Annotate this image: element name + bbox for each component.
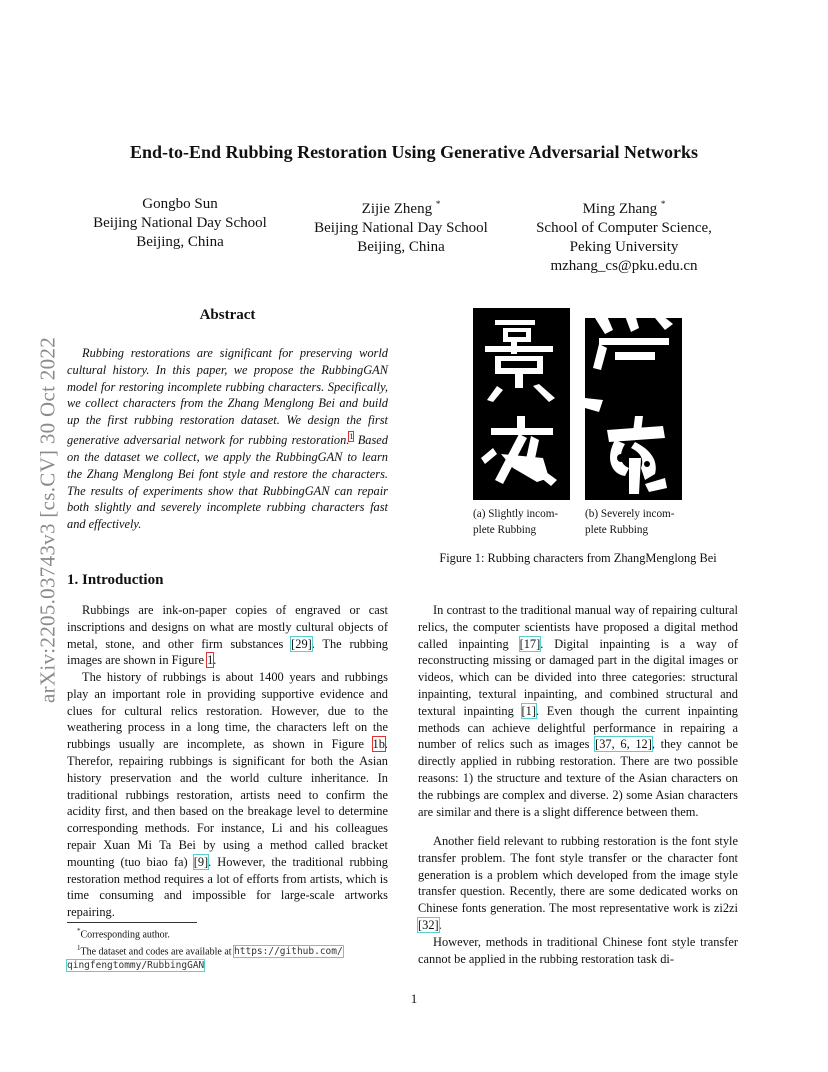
author-location: Beijing, China [136, 234, 224, 250]
section-heading-introduction: 1. Introduction [67, 572, 164, 588]
figure-1b-rubbing-image [585, 308, 682, 500]
figure-ref-link[interactable]: 1b [372, 737, 385, 752]
citation-link[interactable]: [37, 6, 12] [595, 737, 652, 752]
citation-link[interactable]: [9] [193, 854, 209, 869]
body-paragraph-continued: However, methods in traditional Chinese font style transfer cannot be applied in the rubbing restoration task di- [418, 935, 738, 966]
author-affiliation: Beijing National Day School [93, 215, 267, 231]
author-name: Gongbo Sun [142, 196, 218, 212]
author-name: Ming Zhang * [582, 199, 666, 217]
arxiv-identifier: arXiv:2205.03743v3 [cs.CV] 30 Oct 2022 [35, 336, 60, 704]
corresponding-mark: * [660, 199, 666, 209]
intro-paragraph-2: The history of rubbings is about 1400 years and rubbings play an important role in providing supportive evidence and clues for cultural relics restoration. However, due to the weathering process in a long time, the characters left on the rubbings usually are incomplete, as shown in Figure 1b. Therefor, repairing rubbings is significant for both the Asian history preservation and the world culture inheritance. In traditional rubbings restoration, artists need to confirm the acidity first, and then based on the breakage level to determine corresponding methods. For instance, Li and his colleagues repair Xuan Mi Ta Bei by using a method called bracket mounting (tuo biao fa) [9]. However, the traditional rubbing restoration method requires a lot of efforts from artists, which is time consuming and impossible for large-scale artworks repairing. [67, 670, 388, 920]
author-block-1 [85, 195, 275, 252]
page-number: 1 [410, 991, 418, 1006]
citation-link[interactable]: [1] [521, 703, 536, 718]
author-block-2 [306, 195, 496, 257]
author-affiliation: Beijing National Day School [314, 220, 488, 236]
corresponding-mark: * [435, 199, 441, 209]
paper-title: End-to-End Rubbing Restoration Using Generative Adversarial Networks [129, 142, 699, 162]
footnote-divider [67, 922, 197, 923]
footnote-corresponding: *Corresponding author. [77, 927, 170, 941]
author-location: Beijing, China [357, 239, 445, 255]
citation-link[interactable]: [29] [291, 636, 312, 651]
rubbing-characters-severe [585, 308, 682, 500]
author-email: mzhang_cs@pku.edu.cn [550, 258, 698, 274]
abstract-body: Rubbing restorations are significant for preserving world cultural history. In this paper, we propose the RubbingGAN model for restoring incomplete rubbing characters. Specifically, we collect characters from the Zhang Menglong Bei and build up the first rubbing restoration dataset. We design the first generative adversarial network for rubbing restoration.$^1$ Based on the dataset we collect, we apply the RubbingGAN to learn the Zhang Menglong Bei font style and restore the characters. The results of experiments show that RubbingGAN can repair both slightly and severely incomplete rubbing characters fast and effectively. [67, 346, 388, 532]
author-block-3 [524, 195, 724, 276]
figure-1a-rubbing-image [473, 308, 570, 500]
author-affiliation: School of Computer Science, [536, 220, 712, 236]
footnote-link[interactable]: 1 [349, 431, 354, 441]
subcaption-line: plete Rubbing [473, 524, 537, 536]
body-paragraph-inpainting: In contrast to the traditional manual way of repairing cultural relics, the computer scientists have proposed a digital method called inpainting [17]. Digital inpainting is a way of reconstructing missing or damaged part in the digital images or videos, which can be divided into three categories: structural inpainting, textural inpainting, and combined structural and textural inpainting [1]. Even though the current inpainting methods can achieve delightful performance in repairing a number of relics such as images [37, 6, 12], they cannot be directly applied in rubbing restoration. There are two possible reasons: 1) the structure and texture of the Asian characters on the rubbings are complex and diverse. 2) some Asian characters are similar and there is a slight difference between them. [418, 603, 738, 819]
author-name: Zijie Zheng * [361, 199, 441, 217]
footnotes [67, 925, 397, 972]
citation-link[interactable]: [32] [418, 917, 439, 932]
subcaption-line: (a) Slightly incom- [473, 508, 559, 520]
figure-ref-link[interactable]: 1 [207, 653, 214, 668]
figure-1b-subcaption [585, 506, 695, 538]
footnote-dataset: $^1$The dataset and codes are available at https://github.com/ [77, 943, 343, 958]
body-paragraph-font-transfer: Another field relevant to rubbing restoration is the font style transfer problem. The font style transfer or the character font generation is a problem which developed from the image style transfer question. Recently, there are some dedicated works on Chinese fonts generation. The most representative work is zi2zi [32]. [418, 834, 738, 932]
rubbing-characters-slight [473, 308, 570, 500]
citation-link[interactable]: [17] [519, 636, 541, 651]
dataset-url-link[interactable]: https://github.com/ [234, 946, 343, 958]
footnote-dataset-cont [67, 959, 397, 973]
author-affiliation-2: Peking University [569, 239, 679, 255]
figure-1-caption: Figure 1: Rubbing characters from ZhangMenglong Bei [439, 551, 717, 565]
figure-1a-subcaption [473, 506, 583, 538]
subcaption-line: plete Rubbing [585, 524, 649, 536]
intro-paragraph-1: Rubbings are ink-on-paper copies of engraved or cast inscriptions and designs on what are mostly cultural objects of metal, stone, and other firm substances [29]. The rubbing images are shown in Figure 1. [67, 603, 388, 668]
abstract-heading: Abstract [199, 307, 256, 323]
dataset-url-link-cont[interactable]: qingfengtommy/RubbingGAN [67, 959, 205, 971]
subcaption-line: (b) Severely incom- [585, 508, 675, 520]
